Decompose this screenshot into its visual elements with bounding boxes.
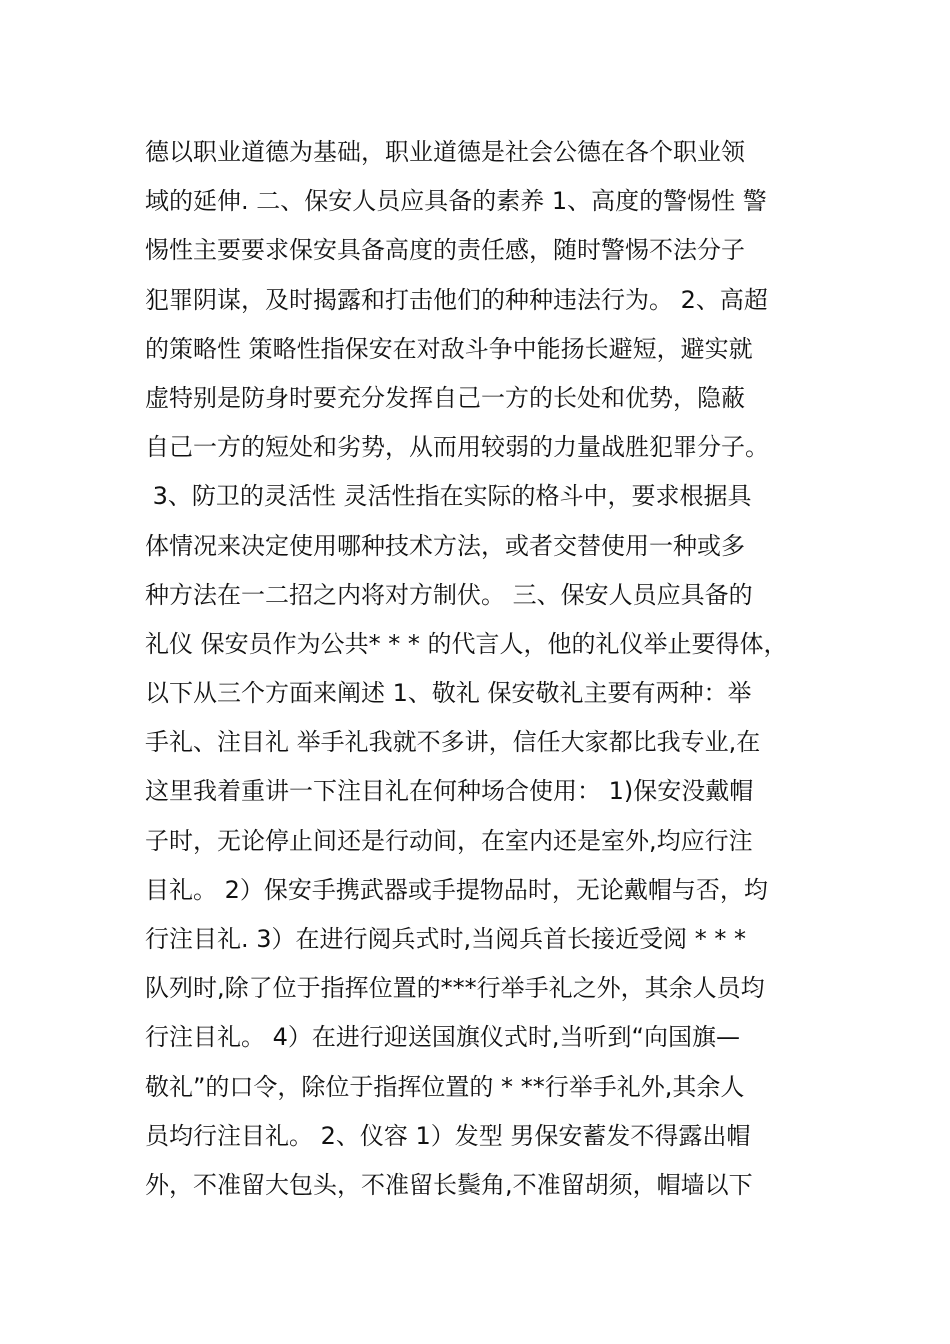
text-line: 行注目礼. 3）在进行阅兵式时,当阅兵首长接近受阅 * * * xyxy=(145,925,747,953)
text-line: 这里我着重讲一下注目礼在何种场合使用： 1)保安没戴帽 xyxy=(145,777,754,806)
text-line: 的策略性 策略性指保安在对敌斗争中能扬长避短，避实就 xyxy=(145,334,753,363)
text-line: 德以职业道德为基础，职业道德是社会公德在各个职业领 xyxy=(145,138,745,166)
text-line: 以下从三个方面来阐述 1、敬礼 保安敬礼主要有两种：举 xyxy=(145,679,752,708)
body-text xyxy=(145,128,825,1210)
text-line: 礼仪 保安员作为公共* * * 的代言人，他的礼仪举止要得体， xyxy=(145,629,788,658)
text-line: 惕性主要要求保安具备高度的责任感，随时警惕不法分子 xyxy=(145,236,745,265)
text-line: 手礼、注目礼 举手礼我就不多讲，信任大家都比我专业,在 xyxy=(145,728,761,757)
text-line: 目礼。 2）保安手携武器或手提物品时，无论戴帽与否，均 xyxy=(145,875,768,904)
text-line: 子时，无论停止间还是行动间，在室内还是室外,均应行注 xyxy=(145,826,753,855)
text-line: 敬礼”的口令，除位于指挥位置的 * **行举手礼外,其余人 xyxy=(145,1072,745,1101)
text-line: 外，不准留大包头，不准留长鬓角,不准留胡须，帽墙以下 xyxy=(145,1170,753,1199)
text-line: 种方法在一二招之内将对方制伏。 三、保安人员应具备的 xyxy=(145,580,753,609)
text-line: 虚特别是防身时要充分发挥自己一方的长处和优势，隐蔽 xyxy=(145,383,745,412)
text-line: 行注目礼。 4）在进行迎送国旗仪式时,当听到“向国旗— xyxy=(145,1023,740,1052)
text-line: 队列时,除了位于指挥位置的***行举手礼之外，其余人员均 xyxy=(145,974,765,1003)
text-line: 体情况来决定使用哪种技术方法，或者交替使用一种或多 xyxy=(145,531,745,560)
text-line: 3、防卫的灵活性 灵活性指在实际的格斗中，要求根据具 xyxy=(145,482,752,511)
text-line: 员均行注目礼。 2、仪容 1）发型 男保安蓄发不得露出帽 xyxy=(145,1121,751,1150)
text-line: 域的延伸. 二、保安人员应具备的素养 1、高度的警惕性 警 xyxy=(145,187,767,216)
text-line: 自己一方的短处和劣势，从而用较弱的力量战胜犯罪分子。 xyxy=(145,433,769,462)
text-line: 犯罪阴谋，及时揭露和打击他们的种种违法行为。 2、高超 xyxy=(145,285,768,314)
